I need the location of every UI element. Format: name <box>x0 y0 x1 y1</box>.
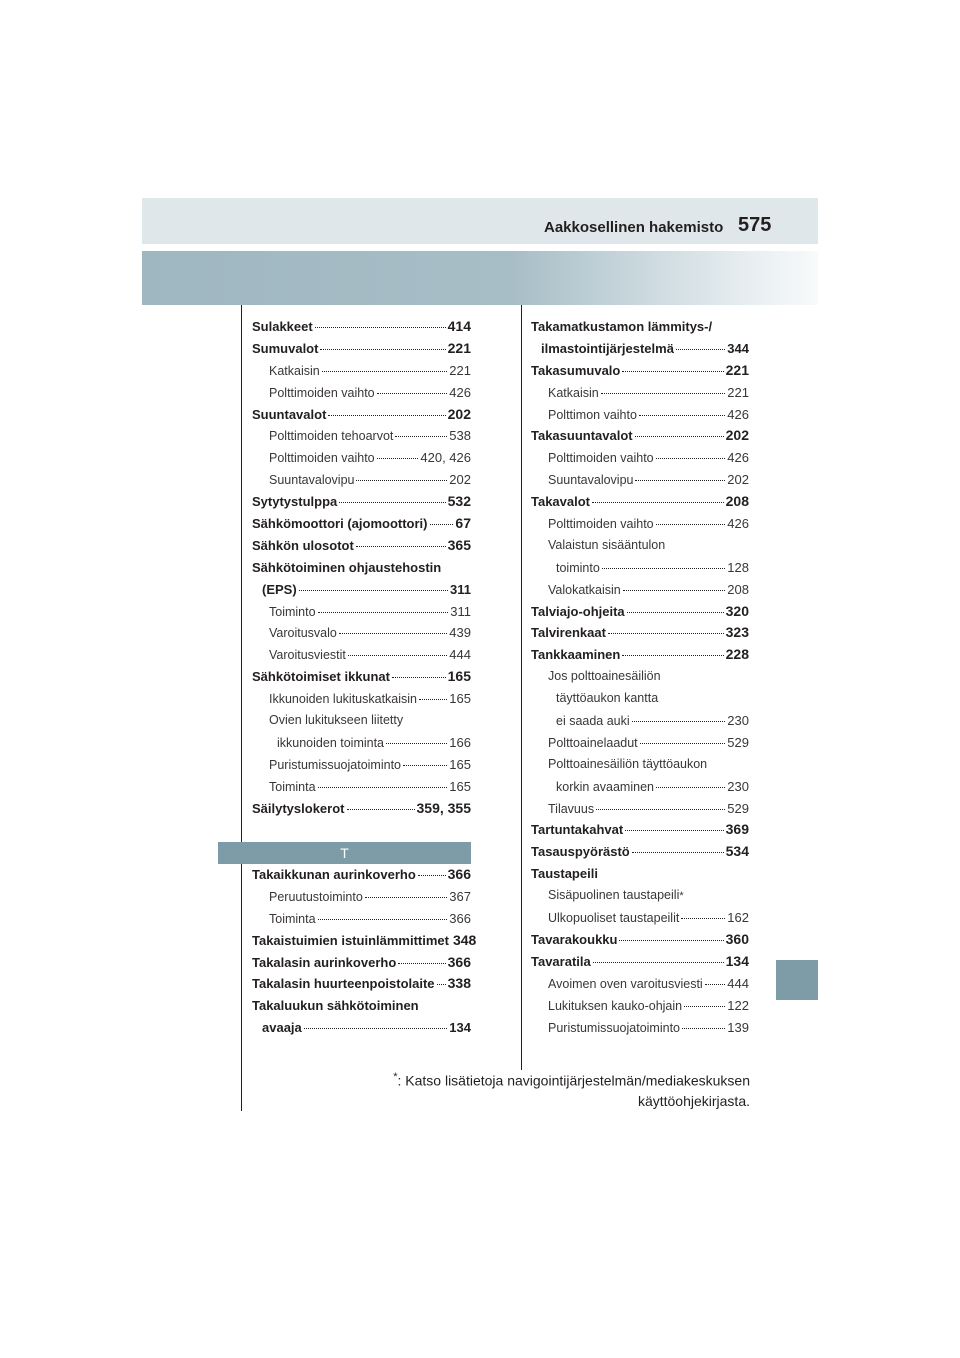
index-entry <box>531 907 749 929</box>
index-entry-text: Suuntavalovipu <box>548 473 634 488</box>
dot-leader <box>676 348 725 350</box>
index-entry-text: Takalasin huurteenpoistolaite <box>252 976 435 992</box>
index-entry-page: 365 <box>447 536 471 553</box>
index-entry-text: ikkunoiden toiminta <box>277 735 385 750</box>
index-entry-page: 134 <box>725 952 749 969</box>
index-entry-page: 139 <box>727 1019 749 1035</box>
index-entry <box>252 973 471 995</box>
dot-leader <box>601 392 726 394</box>
index-entry <box>531 316 749 338</box>
chapter-tab <box>776 960 818 1000</box>
index-entry-text: Suuntavalovipu <box>269 473 355 488</box>
index-entry <box>531 710 749 732</box>
dot-leader <box>418 874 446 876</box>
index-entry <box>252 513 471 535</box>
dot-leader <box>395 435 447 437</box>
index-column-right <box>531 316 749 1038</box>
page-number: 575 <box>738 214 772 236</box>
index-entry-text: Valaistun sisääntulon <box>548 537 666 552</box>
index-entry-text: Ulkopuoliset taustapeilit <box>548 911 680 926</box>
index-entry <box>531 666 749 688</box>
index-entry <box>252 535 471 557</box>
index-entry-page: 221 <box>727 384 749 400</box>
index-entry <box>252 995 471 1017</box>
footnote-line2: käyttöohjekirjasta. <box>637 1092 750 1109</box>
index-entry-text: Sumuvalot <box>252 340 319 356</box>
dot-leader <box>627 611 724 613</box>
index-entry-page: 221 <box>447 339 471 356</box>
index-entry-text: Jos polttoainesäiliön <box>548 669 661 684</box>
index-entry-text: ei saada auki <box>556 714 630 729</box>
index-entry-text: Takaikkunan aurinkoverho <box>252 867 416 882</box>
index-entry-text: Talvirenkaat <box>531 625 606 641</box>
dot-leader <box>684 1005 725 1007</box>
index-entry <box>531 688 749 710</box>
index-entry-page: 202 <box>447 405 471 422</box>
index-entry-page: 366 <box>447 866 471 882</box>
dot-leader <box>622 654 723 656</box>
footnote-star: * <box>393 1071 398 1083</box>
index-entry <box>531 382 749 404</box>
dot-leader <box>348 654 447 656</box>
index-entry-page: 369 <box>725 821 749 838</box>
index-entry <box>531 425 749 447</box>
dot-leader <box>632 851 724 853</box>
index-column-left-s <box>252 316 471 819</box>
index-entry <box>531 535 749 557</box>
index-entry-page: 311 <box>450 581 471 597</box>
dot-leader <box>625 829 723 831</box>
dot-leader <box>356 479 447 481</box>
index-entry-text: Polttimon vaihto <box>548 407 637 422</box>
section-title: Aakkosellinen hakemisto <box>544 219 724 236</box>
index-entry-text: Valokatkaisin <box>548 582 621 597</box>
index-entry-text: Avoimen oven varoitusviesti <box>548 976 703 991</box>
dot-leader <box>339 632 447 634</box>
index-entry-page: 165 <box>449 691 471 707</box>
index-entry <box>531 973 749 995</box>
left-margin-rule <box>241 305 242 1111</box>
index-entry <box>531 1017 749 1039</box>
dot-leader <box>328 414 445 416</box>
dot-leader <box>656 457 726 459</box>
index-entry <box>252 1017 471 1039</box>
dot-leader <box>635 435 724 437</box>
dot-leader <box>322 370 448 372</box>
dot-leader <box>640 742 726 744</box>
index-entry <box>252 579 471 601</box>
index-entry <box>531 819 749 841</box>
index-entry-text: Sisäpuolinen taustapeili <box>548 888 680 903</box>
index-entry <box>531 469 749 491</box>
index-entry-page: 221 <box>449 362 471 378</box>
index-entry-text: (EPS) <box>262 581 297 597</box>
index-entry-text: Polttimoiden tehoarvot <box>269 429 394 444</box>
dot-leader <box>320 348 445 350</box>
dot-leader <box>318 786 448 788</box>
dot-leader <box>639 414 725 416</box>
index-entry <box>531 951 749 973</box>
dot-leader <box>356 545 446 547</box>
dot-leader <box>622 370 723 372</box>
index-entry-text: korkin avaaminen <box>556 779 654 794</box>
index-entry <box>531 404 749 426</box>
dot-leader <box>632 720 726 722</box>
index-entry <box>252 644 471 666</box>
index-entry-text: ilmastointijärjestelmä <box>541 340 674 356</box>
index-entry-text: Takavalot <box>531 494 591 510</box>
index-entry <box>252 469 471 491</box>
index-entry-page: 426 <box>727 450 749 466</box>
footnote <box>380 1067 750 1111</box>
index-entry <box>252 798 471 820</box>
index-entry-page: 208 <box>727 581 749 597</box>
index-entry-text: Puristumissuojatoiminto <box>269 757 401 772</box>
index-entry-text: Takaluukun sähkötoiminen <box>252 998 419 1014</box>
index-entry <box>531 798 749 820</box>
index-entry <box>252 316 471 338</box>
index-entry <box>252 776 471 798</box>
dot-leader <box>608 632 724 634</box>
index-entry-text: Ikkunoiden lukituskatkaisin <box>269 692 417 707</box>
index-entry-page: 426 <box>727 406 749 422</box>
index-entry-page: 359, 355 <box>416 799 471 816</box>
dot-leader <box>682 1027 725 1029</box>
dot-leader <box>430 523 454 525</box>
index-entry <box>252 404 471 426</box>
index-entry-page: 202 <box>725 427 749 444</box>
index-entry <box>252 557 471 579</box>
index-entry <box>531 491 749 513</box>
index-entry-text: Sytytystulppa <box>252 494 338 510</box>
index-entry <box>531 732 749 754</box>
dot-leader <box>377 457 419 459</box>
dot-leader <box>681 917 725 919</box>
dot-leader <box>318 918 448 920</box>
index-entry <box>531 622 749 644</box>
dot-leader <box>635 479 725 481</box>
index-entry-text: Varoitusvalo <box>269 626 337 641</box>
index-entry-page: 166 <box>449 734 471 750</box>
index-entry-page: 202 <box>449 472 471 488</box>
index-entry <box>252 754 471 776</box>
index-entry-text: Sulakkeet <box>252 319 313 334</box>
index-entry-page: 366 <box>449 910 471 926</box>
dot-leader <box>386 742 447 744</box>
index-entry-text: Säilytyslokerot <box>252 800 345 816</box>
dot-leader <box>592 501 724 503</box>
index-entry-page: 366 <box>447 953 471 970</box>
index-entry-text: avaaja <box>262 1020 302 1036</box>
index-entry <box>531 513 749 535</box>
index-column-left-t <box>252 864 477 1039</box>
index-entry-page: 134 <box>449 1020 471 1036</box>
index-entry-text: Lukituksen kauko-ohjain <box>548 998 683 1013</box>
index-entry-page: 426 <box>727 516 749 532</box>
index-entry-text: Ovien lukitukseen liitetty <box>269 713 404 728</box>
index-entry-text: Peruutustoiminto <box>269 889 363 904</box>
index-entry-text: Polttimoiden vaihto <box>269 451 375 466</box>
index-entry-text: Takaistuimien istuinlämmittimet <box>252 932 449 948</box>
dot-leader <box>365 896 447 898</box>
index-entry-text: Polttimoiden vaihto <box>269 385 375 400</box>
index-entry-page: 67 <box>455 515 471 532</box>
index-entry-page: 348 <box>452 931 477 948</box>
index-entry-page: 311 <box>450 603 471 619</box>
dot-leader <box>619 939 723 941</box>
index-entry <box>252 360 471 382</box>
dot-leader <box>392 676 446 678</box>
index-entry-page: 444 <box>727 975 749 991</box>
index-entry-page: 230 <box>727 778 749 794</box>
index-entry-page: 208 <box>725 493 749 510</box>
index-entry-page: 338 <box>447 975 471 992</box>
index-entry-page: 165 <box>449 756 471 772</box>
dot-leader <box>315 326 446 328</box>
index-entry <box>531 841 749 863</box>
index-entry-text: Talviajo-ohjeita <box>531 603 625 619</box>
column-divider-rule <box>521 305 522 1070</box>
index-entry <box>252 908 471 930</box>
index-entry-page: 202 <box>727 472 749 488</box>
section-letter-bar: T <box>218 842 471 864</box>
index-entry-page: 228 <box>725 646 749 663</box>
dot-leader <box>377 392 448 394</box>
index-entry <box>531 776 749 798</box>
dot-leader <box>437 983 446 985</box>
index-entry <box>252 425 471 447</box>
dot-leader <box>602 567 726 569</box>
index-entry <box>252 688 471 710</box>
index-entry-page: 367 <box>449 888 471 904</box>
index-entry-text: Katkaisin <box>548 385 599 400</box>
index-entry <box>531 644 749 666</box>
index-entry <box>531 929 749 951</box>
index-entry-text: Suuntavalot <box>252 406 327 422</box>
index-entry <box>252 710 471 732</box>
index-entry-page: 221 <box>725 361 749 378</box>
index-entry-text: Takasumuvalo <box>531 362 621 378</box>
index-entry-text: Tavarakoukku <box>531 931 618 947</box>
dot-leader <box>304 1027 448 1029</box>
index-entry-text: Polttimoiden vaihto <box>548 451 654 466</box>
index-entry-page: 165 <box>447 668 471 685</box>
footnote-marker: * <box>679 890 684 903</box>
index-entry-text: Takamatkustamon lämmitys-/ <box>531 319 713 334</box>
index-entry-text: toiminto <box>556 560 600 575</box>
index-entry <box>252 732 471 754</box>
index-entry-page: 162 <box>727 910 749 926</box>
index-entry-text: Sähkötoimiset ikkunat <box>252 669 390 685</box>
index-entry-page: 420, 426 <box>420 450 471 466</box>
index-entry <box>252 952 471 974</box>
index-entry-page: 320 <box>725 602 749 619</box>
index-entry-text: täyttöaukon kantta <box>556 691 659 706</box>
dot-leader <box>347 808 415 810</box>
index-entry-text: Katkaisin <box>269 363 320 378</box>
dot-leader <box>705 983 726 985</box>
index-entry-text: Tartuntakahvat <box>531 822 624 838</box>
index-entry <box>252 491 471 513</box>
index-entry <box>252 666 471 688</box>
index-entry-page: 165 <box>449 778 471 794</box>
index-entry <box>531 601 749 623</box>
dot-leader <box>299 589 448 591</box>
index-entry <box>252 382 471 404</box>
index-entry <box>252 447 471 469</box>
footnote-line1: : Katso lisätietoja navigointijärjestelmän/mediakeskuksen <box>397 1072 750 1089</box>
index-entry <box>252 338 471 360</box>
index-entry <box>531 360 749 382</box>
dot-leader <box>403 764 447 766</box>
index-entry <box>531 447 749 469</box>
index-entry-page: 529 <box>727 734 749 750</box>
index-entry-text: Polttoainesäiliön täyttöaukon <box>548 756 708 771</box>
index-entry-page: 360 <box>725 930 749 947</box>
decorative-band <box>142 251 818 305</box>
index-entry-page: 426 <box>449 384 471 400</box>
index-entry-text: Polttimoiden vaihto <box>548 517 654 532</box>
index-entry-page: 344 <box>727 340 749 356</box>
index-entry-page: 323 <box>725 624 749 641</box>
dot-leader <box>596 808 725 810</box>
index-entry-text: Tankkaaminen <box>531 647 621 663</box>
index-entry-text: Sähkömoottori (ajomoottori) <box>252 516 428 532</box>
index-entry <box>531 557 749 579</box>
index-entry-page: 529 <box>727 800 749 816</box>
index-entry-page: 538 <box>449 428 471 444</box>
dot-leader <box>419 698 447 700</box>
index-entry-page: 532 <box>447 493 471 510</box>
index-entry-text: Takalasin aurinkoverho <box>252 954 397 970</box>
index-entry-page: 230 <box>727 713 749 729</box>
index-entry-page: 128 <box>727 559 749 575</box>
dot-leader <box>593 961 724 963</box>
index-entry <box>531 885 749 907</box>
index-entry <box>252 601 471 623</box>
index-entry <box>531 754 749 776</box>
index-entry <box>531 338 749 360</box>
index-entry <box>531 863 749 885</box>
index-entry <box>252 622 471 644</box>
dot-leader <box>656 786 725 788</box>
index-entry-text: Tilavuus <box>548 801 595 816</box>
dot-leader <box>398 962 445 964</box>
index-entry-text: Toiminta <box>269 779 316 794</box>
index-entry <box>531 579 749 601</box>
index-entry <box>252 930 477 952</box>
index-entry-text: Taustapeili <box>531 866 598 882</box>
dot-leader <box>656 523 726 525</box>
index-entry-text: Sähkön ulosotot <box>252 537 354 553</box>
index-entry-page: 534 <box>725 843 749 860</box>
index-entry-text: Toiminto <box>269 604 316 619</box>
index-entry-text: Varoitusviestit <box>269 648 346 663</box>
index-entry-page: 414 <box>447 318 471 334</box>
index-entry-page: 444 <box>449 647 471 663</box>
index-entry-text: Tasauspyörästö <box>531 844 630 860</box>
index-entry-text: Tavaratila <box>531 953 591 969</box>
index-entry-text: Takasuuntavalot <box>531 428 633 444</box>
index-entry-text: Puristumissuojatoiminto <box>548 1020 680 1035</box>
index-entry <box>252 886 471 908</box>
index-entry-text: Sähkötoiminen ohjaustehostin <box>252 559 442 575</box>
dot-leader <box>623 589 726 591</box>
index-entry-page: 122 <box>727 997 749 1013</box>
dot-leader <box>318 611 449 613</box>
index-entry-text: Polttoainelaadut <box>548 735 638 750</box>
index-entry <box>252 864 471 886</box>
index-entry-page: 439 <box>449 625 471 641</box>
dot-leader <box>339 501 445 503</box>
index-entry-text: Toiminta <box>269 911 316 926</box>
index-entry <box>531 995 749 1017</box>
